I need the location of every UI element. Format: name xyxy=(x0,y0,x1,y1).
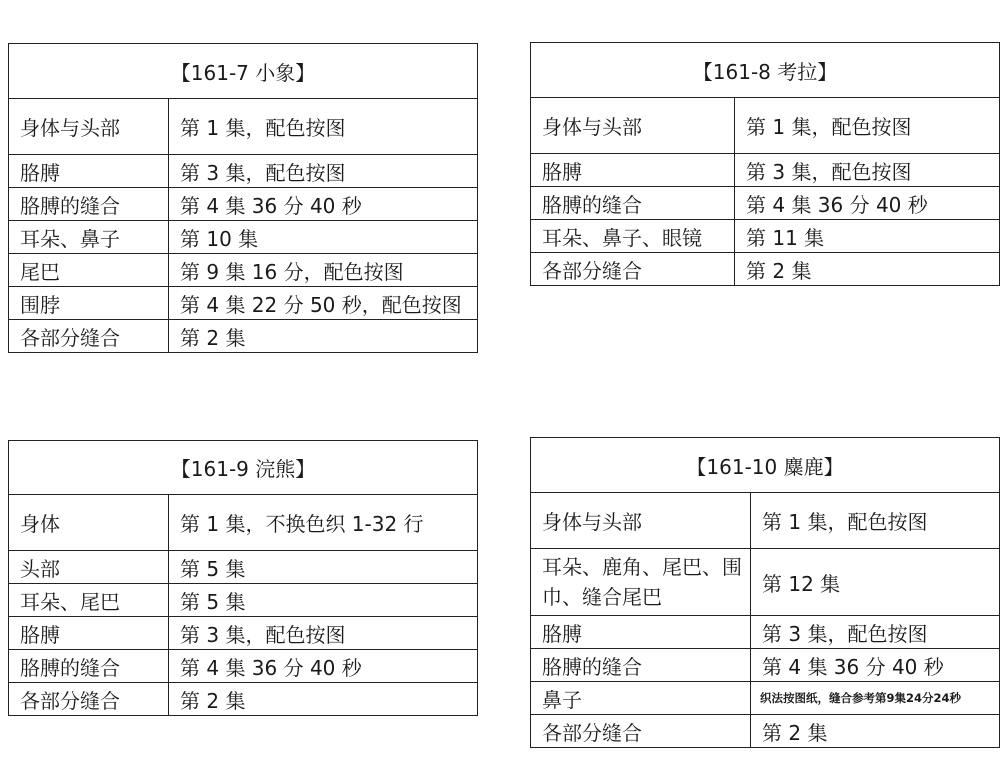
table-row xyxy=(531,253,1000,286)
instruction-cell: 第 10 集 xyxy=(169,221,478,254)
table-row xyxy=(531,220,1000,253)
table-title-row xyxy=(9,44,478,99)
instruction-cell: 第 9 集 16 分，配色按图 xyxy=(169,254,478,287)
table-title-row xyxy=(531,43,1000,98)
part-cell: 胳膊 xyxy=(9,155,169,188)
part-cell: 身体与头部 xyxy=(9,99,169,155)
part-cell: 围脖 xyxy=(9,287,169,320)
pattern-table-161-8 xyxy=(530,42,1000,286)
instruction-cell: 第 3 集，配色按图 xyxy=(735,154,1000,187)
part-cell: 各部分缝合 xyxy=(531,253,735,286)
instruction-cell: 第 2 集 xyxy=(735,253,1000,286)
table-row xyxy=(531,649,1000,682)
table-row xyxy=(531,549,1000,616)
table-row xyxy=(9,99,478,155)
table-title-row xyxy=(9,441,478,495)
instruction-cell: 第 11 集 xyxy=(735,220,1000,253)
part-cell: 头部 xyxy=(9,551,169,584)
part-cell: 身体与头部 xyxy=(531,493,751,549)
part-cell: 胳膊的缝合 xyxy=(9,650,169,683)
part-cell: 各部分缝合 xyxy=(531,715,751,748)
table-row xyxy=(9,617,478,650)
instruction-cell: 第 1 集，配色按图 xyxy=(735,98,1000,154)
table-row xyxy=(531,682,1000,715)
table-row xyxy=(531,98,1000,154)
table-row xyxy=(531,493,1000,549)
instruction-cell: 第 3 集，配色按图 xyxy=(169,617,478,650)
part-cell: 各部分缝合 xyxy=(9,320,169,353)
table-title: 【161-8 考拉】 xyxy=(531,43,1000,98)
part-cell: 耳朵、鼻子 xyxy=(9,221,169,254)
instruction-cell: 第 3 集，配色按图 xyxy=(751,616,1000,649)
part-cell: 耳朵、尾巴 xyxy=(9,584,169,617)
part-cell: 各部分缝合 xyxy=(9,683,169,716)
table-row xyxy=(9,650,478,683)
instruction-cell: 第 2 集 xyxy=(169,683,478,716)
instruction-cell: 织法按图纸，缝合参考第9集24分24秒 xyxy=(751,682,1000,715)
pattern-table-161-10 xyxy=(530,437,1000,748)
table-title: 【161-10 麋鹿】 xyxy=(531,438,1000,493)
part-cell: 胳膊 xyxy=(531,154,735,187)
instruction-cell: 第 4 集 36 分 40 秒 xyxy=(735,187,1000,220)
part-cell: 胳膊 xyxy=(9,617,169,650)
instruction-cell: 第 4 集 22 分 50 秒，配色按图 xyxy=(169,287,478,320)
pattern-table-161-7 xyxy=(8,43,478,353)
table-row xyxy=(9,287,478,320)
table-row xyxy=(9,551,478,584)
table-title: 【161-7 小象】 xyxy=(9,44,478,99)
instruction-cell: 第 1 集，配色按图 xyxy=(169,99,478,155)
table-row xyxy=(9,495,478,551)
instruction-cell: 第 4 集 36 分 40 秒 xyxy=(751,649,1000,682)
table-row xyxy=(9,155,478,188)
table-row xyxy=(531,154,1000,187)
part-cell: 尾巴 xyxy=(9,254,169,287)
part-cell: 胳膊的缝合 xyxy=(531,187,735,220)
instruction-cell: 第 3 集，配色按图 xyxy=(169,155,478,188)
table-row xyxy=(9,254,478,287)
part-cell: 胳膊 xyxy=(531,616,751,649)
table-title-row xyxy=(531,438,1000,493)
instruction-cell: 第 1 集，配色按图 xyxy=(751,493,1000,549)
instruction-cell: 第 12 集 xyxy=(751,549,1000,616)
part-cell: 耳朵、鹿角、尾巴、围巾、缝合尾巴 xyxy=(531,549,751,616)
part-cell: 胳膊的缝合 xyxy=(531,649,751,682)
table-row xyxy=(9,683,478,716)
instruction-cell: 第 5 集 xyxy=(169,584,478,617)
instruction-cell: 第 1 集，不换色织 1-32 行 xyxy=(169,495,478,551)
instruction-cell: 第 2 集 xyxy=(751,715,1000,748)
table-row xyxy=(531,616,1000,649)
table-row xyxy=(531,187,1000,220)
part-cell: 鼻子 xyxy=(531,682,751,715)
instruction-cell: 第 2 集 xyxy=(169,320,478,353)
table-row xyxy=(9,320,478,353)
part-cell: 胳膊的缝合 xyxy=(9,188,169,221)
instruction-cell: 第 5 集 xyxy=(169,551,478,584)
table-row xyxy=(531,715,1000,748)
part-cell: 身体 xyxy=(9,495,169,551)
table-row xyxy=(9,221,478,254)
table-row xyxy=(9,188,478,221)
part-cell: 身体与头部 xyxy=(531,98,735,154)
pattern-table-161-9 xyxy=(8,440,478,716)
instruction-cell: 第 4 集 36 分 40 秒 xyxy=(169,188,478,221)
table-title: 【161-9 浣熊】 xyxy=(9,441,478,495)
instruction-cell: 第 4 集 36 分 40 秒 xyxy=(169,650,478,683)
table-row xyxy=(9,584,478,617)
part-cell: 耳朵、鼻子、眼镜 xyxy=(531,220,735,253)
